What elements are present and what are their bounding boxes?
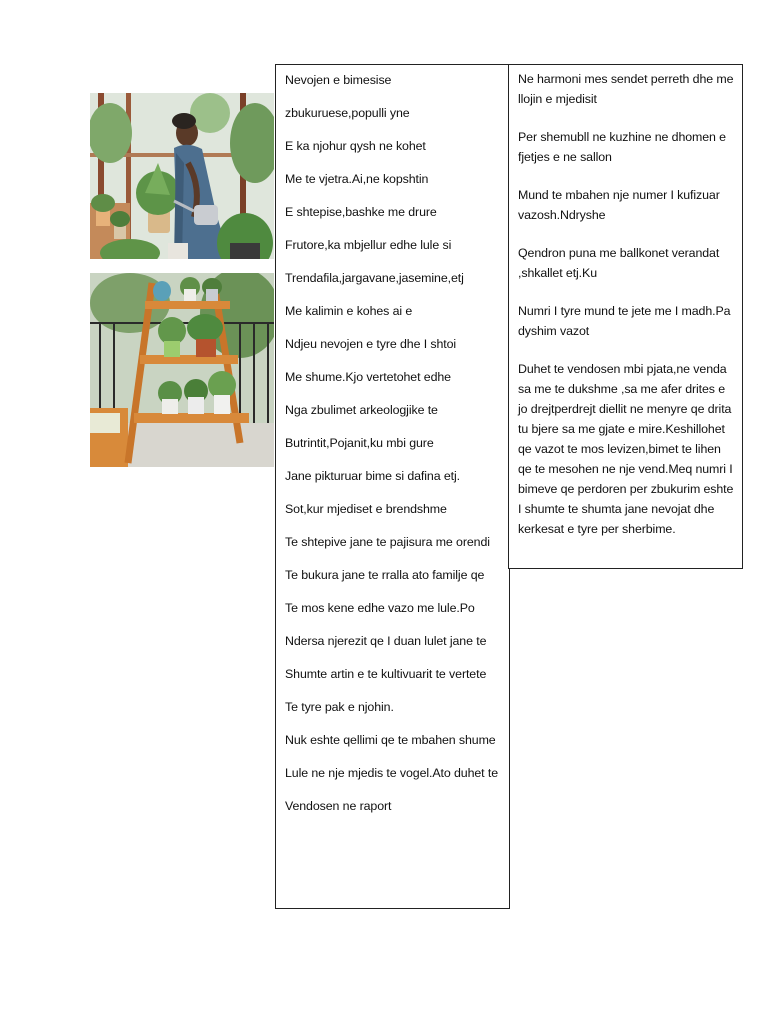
paragraph: Nuk eshte qellimi qe te mbahen shume — [285, 733, 496, 747]
paragraph: Lule ne nje mjedis te vogel.Ato duhet te — [285, 766, 498, 780]
paragraph: Me te vjetra.Ai,ne kopshtin — [285, 172, 429, 186]
paragraph: Te bukura jane te rralla ato familje qe — [285, 568, 485, 582]
paragraph: Per shemubll ne kuzhine ne dhomen e fjetjes e ne sallon — [518, 130, 726, 164]
paragraph: zbukuruese,populli yne — [285, 106, 410, 120]
text-column-left — [275, 64, 510, 909]
paragraph: Duhet te vendosen mbi pjata,ne venda sa me te dukshme ,sa me afer drites e jo drejtperdrejt diellit ne menyre qe drita tu bjere sa me gjate e mire.Keshillohet qe vazot te mos levizen,bimet te lihen qe te mesohen ne nje vend.Meq numri I bimeve qe perdoren per zbukurim eshte I shumte te shumta jane nevojat dhe kerkesat e tyre per sherbime. — [518, 362, 734, 536]
paragraph: Me shume.Kjo vertetohet edhe — [285, 370, 451, 384]
paragraph: Te tyre pak e njohin. — [285, 700, 394, 714]
paragraph: Ne harmoni mes sendet perreth dhe me llojin e mjedisit — [518, 72, 734, 106]
plant-stand-shelf-photo — [90, 273, 274, 467]
paragraph: Me kalimin e kohes ai e — [285, 304, 413, 318]
paragraph: Vendosen ne raport — [285, 799, 392, 813]
paragraph: Sot,kur mjediset e brendshme — [285, 502, 447, 516]
paragraph: E ka njohur qysh ne kohet — [285, 139, 426, 153]
paragraph: Numri I tyre mund te jete me I madh.Pa dyshim vazot — [518, 304, 731, 338]
paragraph: Te mos kene edhe vazo me lule.Po — [285, 601, 475, 615]
paragraph: Ndjeu nevojen e tyre dhe I shtoi — [285, 337, 457, 351]
paragraph: Butrintit,Pojanit,ku mbi gure — [285, 436, 434, 450]
paragraph: Te shtepive jane te pajisura me orendi — [285, 535, 490, 549]
paragraph: Nga zbulimet arkeologjike te — [285, 403, 438, 417]
paragraph: Qendron puna me ballkonet verandat ,shkallet etj.Ku — [518, 246, 720, 280]
paragraph: Trendafila,jargavane,jasemine,etj — [285, 271, 464, 285]
paragraph: Jane pikturuar bime si dafina etj. — [285, 469, 460, 483]
paragraph: Frutore,ka mbjellur edhe lule si — [285, 238, 452, 252]
paragraph: Mund te mbahen nje numer I kufizuar vazosh.Ndryshe — [518, 188, 720, 222]
paragraph: Shumte artin e te kultivuarit te vertete — [285, 667, 487, 681]
paragraph: Nevojen e bimesise — [285, 73, 392, 87]
paragraph: Ndersa njerezit qe I duan lulet jane te — [285, 634, 487, 648]
woman-watering-plants-photo — [90, 93, 274, 259]
text-column-right — [508, 64, 743, 569]
paragraph: E shtepise,bashke me drure — [285, 205, 437, 219]
